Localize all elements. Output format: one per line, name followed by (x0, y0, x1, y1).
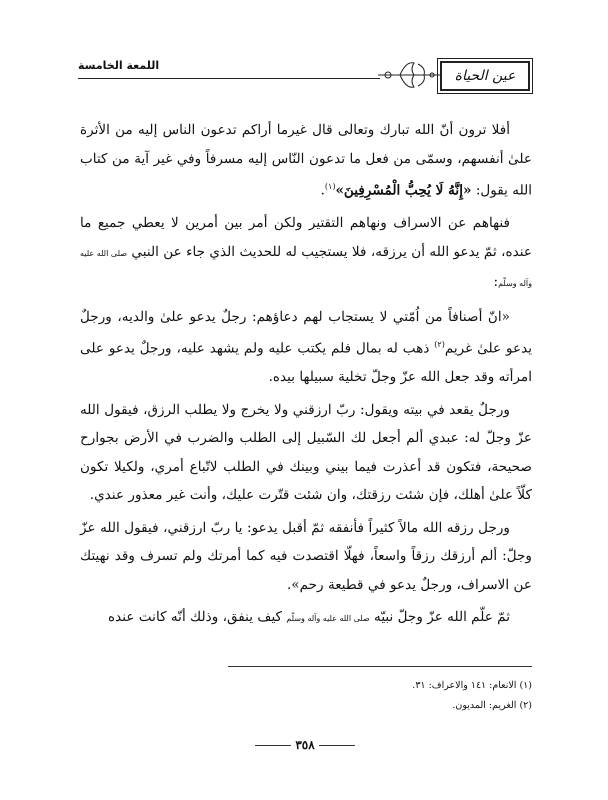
paragraph (80, 209, 532, 299)
paragraph-text: أفلا ترون أنّ الله تبارك وتعالى قال غيرما أراكم تدعون الناس إليه من الأثرة علىٰ أنفسهم، وسمّى من فعل ما تدعون النّاس إليه مسرفاً وفي غير آية من كتاب الله يقول: (80, 122, 532, 199)
paragraph-text: كيف ينفق، وذلك أنّه كانت عنده (108, 609, 287, 626)
book-title: عين الحياة (454, 68, 516, 84)
ornament-right-icon (319, 745, 355, 746)
punct: . (320, 182, 325, 199)
section-title: اللمعة الخامسة (78, 59, 160, 72)
punct: : (493, 274, 499, 291)
footnote: (٢) الغريم: المديون. (452, 700, 532, 711)
paragraph (80, 116, 532, 205)
paragraph-text: ورجل رزقه الله مالاً كثيراً فأنفقه ثمّ أقبل يدعو: يا ربّ ارزقني، فيقول الله عزّ وجلّ: ألم أرزقك رزقاً واسعاً، فهلّا اقتصدت فيه كما أمرتك ولم تسرف وقد نهيتك عن الاسراف، ورجلٌ يدعو في قطيعة رحم». (80, 519, 532, 593)
footnote-ref[interactable]: (١) (324, 182, 336, 191)
paragraph (80, 396, 532, 510)
header-rule (78, 78, 380, 79)
page-number: ٣٥٨ (295, 738, 315, 752)
ornament-left-icon (255, 745, 291, 746)
quran-quote: «إِنَّهُ لَا يُحِبُّ الْمُسْرِفِينَ» (335, 182, 472, 199)
honorific: صلى الله عليه وآله وسلّم (286, 614, 370, 624)
footnote-separator (228, 666, 532, 667)
paragraph-text: ذهب له بمال فلم يكتب عليه ولم يشهد عليه، ورجلٌ يدعو على امرأته وقد جعل الله عزّ وجلّ تخلية سبيلها بيده. (80, 340, 532, 386)
paragraph (80, 514, 532, 600)
floral-ornament-icon (378, 58, 440, 92)
footnote: (١) الانعام: ١٤١ والاعراف: ٣١. (412, 680, 532, 691)
honorific: صلى الله عليه وآله وسلّم (80, 248, 532, 289)
paragraph (80, 603, 532, 634)
footnote-ref[interactable]: (٢) (434, 340, 445, 350)
book-title-cartouche (440, 61, 530, 91)
paragraph-text: «انّ أصنافاً من اُمّتي لا يستجاب لهم دعاؤهم: رجلٌ يدعو علىٰ والديه، ورجلٌ يدعو علىٰ غريم (80, 308, 533, 357)
paragraph-text: ورجلٌ يقعد في بيته ويقول: ربّ ارزقني ولا يخرج ولا يطلب الرزق، فيقول الله عزّ وجلّ له: عبدي ألم أجعل لك السّبيل إلى الطلب والضرب في الأرض بجوارح صحيحة، فتكون قد أعذرت فيما بيني وبينك في الطلب لاتّباع أمري، ولكيلا تكون كلّاً علىٰ أهلك، فإن شئت رزقتك، وان شئت قتّرت عليك، وأنت غير معذور عندي. (80, 401, 532, 504)
running-header (78, 56, 530, 96)
paragraph-text: ثمّ علّم الله عزّ وجلّ نبيّه (369, 609, 510, 626)
paragraph (80, 303, 532, 392)
footnotes (228, 676, 532, 716)
main-body (80, 116, 532, 638)
paragraph-text: فنهاهم عن الاسراف ونهاهم التقتير ولكن أمر بين أمرين لا يعطي جميع ما عنده، ثمّ يدعو الله أن يرزقه، فلا يستجيب له للحديث الذي جاء عن النبي (80, 215, 532, 260)
page-number-block (255, 737, 355, 753)
